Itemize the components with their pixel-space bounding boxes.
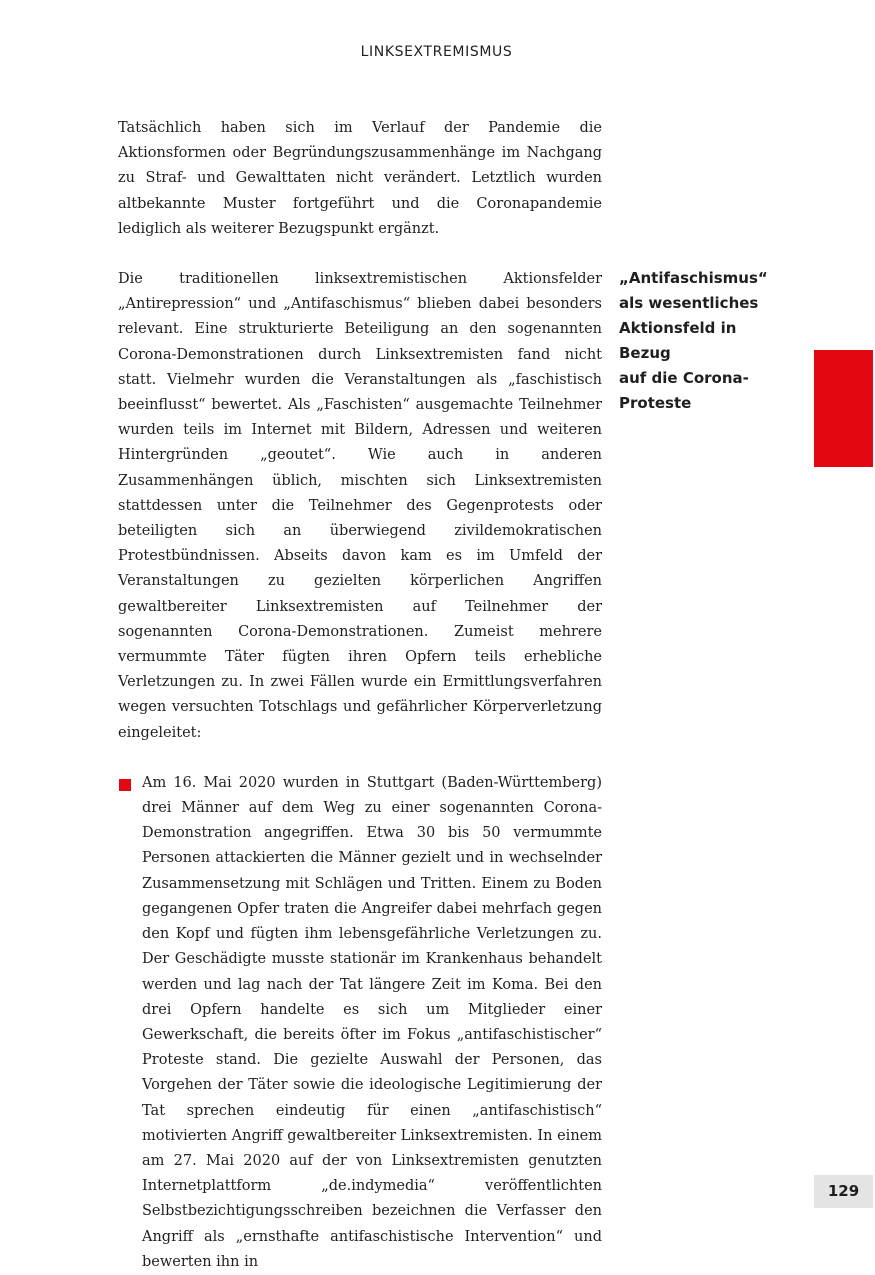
running-head: LINKSEXTREMISMUS xyxy=(360,44,513,60)
body-paragraph: Tatsächlich haben sich im Verlauf der Pandemie die Aktionsformen oder Begründungszusammenhänge im Nachgang zu Straf- und Gewalttaten nicht verändert. Letztlich wurden altbekannte Muster fortgeführt und die Coronapandemie lediglich als weiterer Bezugspunkt ergänzt. xyxy=(118,120,602,237)
page-number: 129 xyxy=(814,1175,873,1208)
margin-note-line: „Antifaschismus“ xyxy=(619,269,768,287)
margin-note xyxy=(619,266,789,416)
margin-note-line: Proteste xyxy=(619,394,692,412)
list-item xyxy=(118,771,602,1275)
square-bullet-icon xyxy=(119,779,131,791)
bullet-list xyxy=(118,771,602,1275)
chapter-thumb-tab xyxy=(814,350,873,467)
main-text-column xyxy=(118,116,602,1275)
body-paragraph: Die traditionellen linksextremistischen Aktionsfelder „Antirepression“ und „Antifaschismus“ blieben dabei besonders relevant. Eine strukturierte Beteiligung an den sogenannten Corona-Demonstrationen durch Linksextremisten fand nicht statt. Vielmehr wurden die Veranstaltungen als „faschistisch beeinflusst“ bewertet. Als „Faschisten“ ausgemachte Teilnehmer wurden teils im Internet mit Bildern, Adressen und weiteren Hintergründen „geoutet“. Wie auch in anderen Zusammenhängen üblich, mischten sich Linksextremisten stattdessen unter die Teilnehmer des Gegenprotests oder beteiligten sich an überwiegend zivildemokratischen Protestbündnissen. Abseits davon kam es im Umfeld der Veranstaltungen zu gezielten körperlichen Angriffen gewaltbereiter Linksextremisten auf Teilnehmer der sogenannten Corona-Demonstrationen. Zumeist mehrere vermummte Täter fügten ihren Opfern teils erhebliche Verletzungen zu. In zwei Fällen wurde ein Ermittlungsverfahren wegen versuchten Totschlags und gefährlicher Körperverletzung eingeleitet: xyxy=(118,271,602,741)
list-item-text: Am 16. Mai 2020 wurden in Stuttgart (Baden-Württemberg) drei Männer auf dem Weg zu einer sogenannten Corona-Demonstration angegriffen. Etwa 30 bis 50 vermummte Personen attackierten die Männer gezielt und in wechselnder Zusammensetzung mit Schlägen und Tritten. Einem zu Boden gegangenen Opfer traten die Angreifer dabei mehrfach gegen den Kopf und fügten ihm lebensgefährliche Verletzungen zu. Der Geschädigte musste stationär im Krankenhaus behandelt werden und lag nach der Tat längere Zeit im Koma. Bei den drei Opfern handelte es sich um Mitglieder einer Gewerkschaft, die bereits öfter im Fokus „antifaschistischer“ Proteste stand. Die gezielte Auswahl der Personen, das Vorgehen der Täter sowie die ideologische Legitimierung der Tat sprechen eindeutig für einen „antifaschistisch“ motivierten Angriff gewaltbereiter Linksextremisten. In einem am 27. Mai 2020 auf der von Linksextremisten genutzten Internetplattform „de.indymedia“ veröffentlichten Selbstbezichtigungsschreiben bezeichnen die Verfasser den Angriff als „ernsthafte antifaschistische Intervention“ und bewerten ihn in xyxy=(142,774,602,1270)
margin-note-line: Aktionsfeld in Bezug xyxy=(619,319,737,362)
margin-note-line: als wesentliches xyxy=(619,294,759,312)
margin-note-line: auf die Corona- xyxy=(619,369,749,387)
